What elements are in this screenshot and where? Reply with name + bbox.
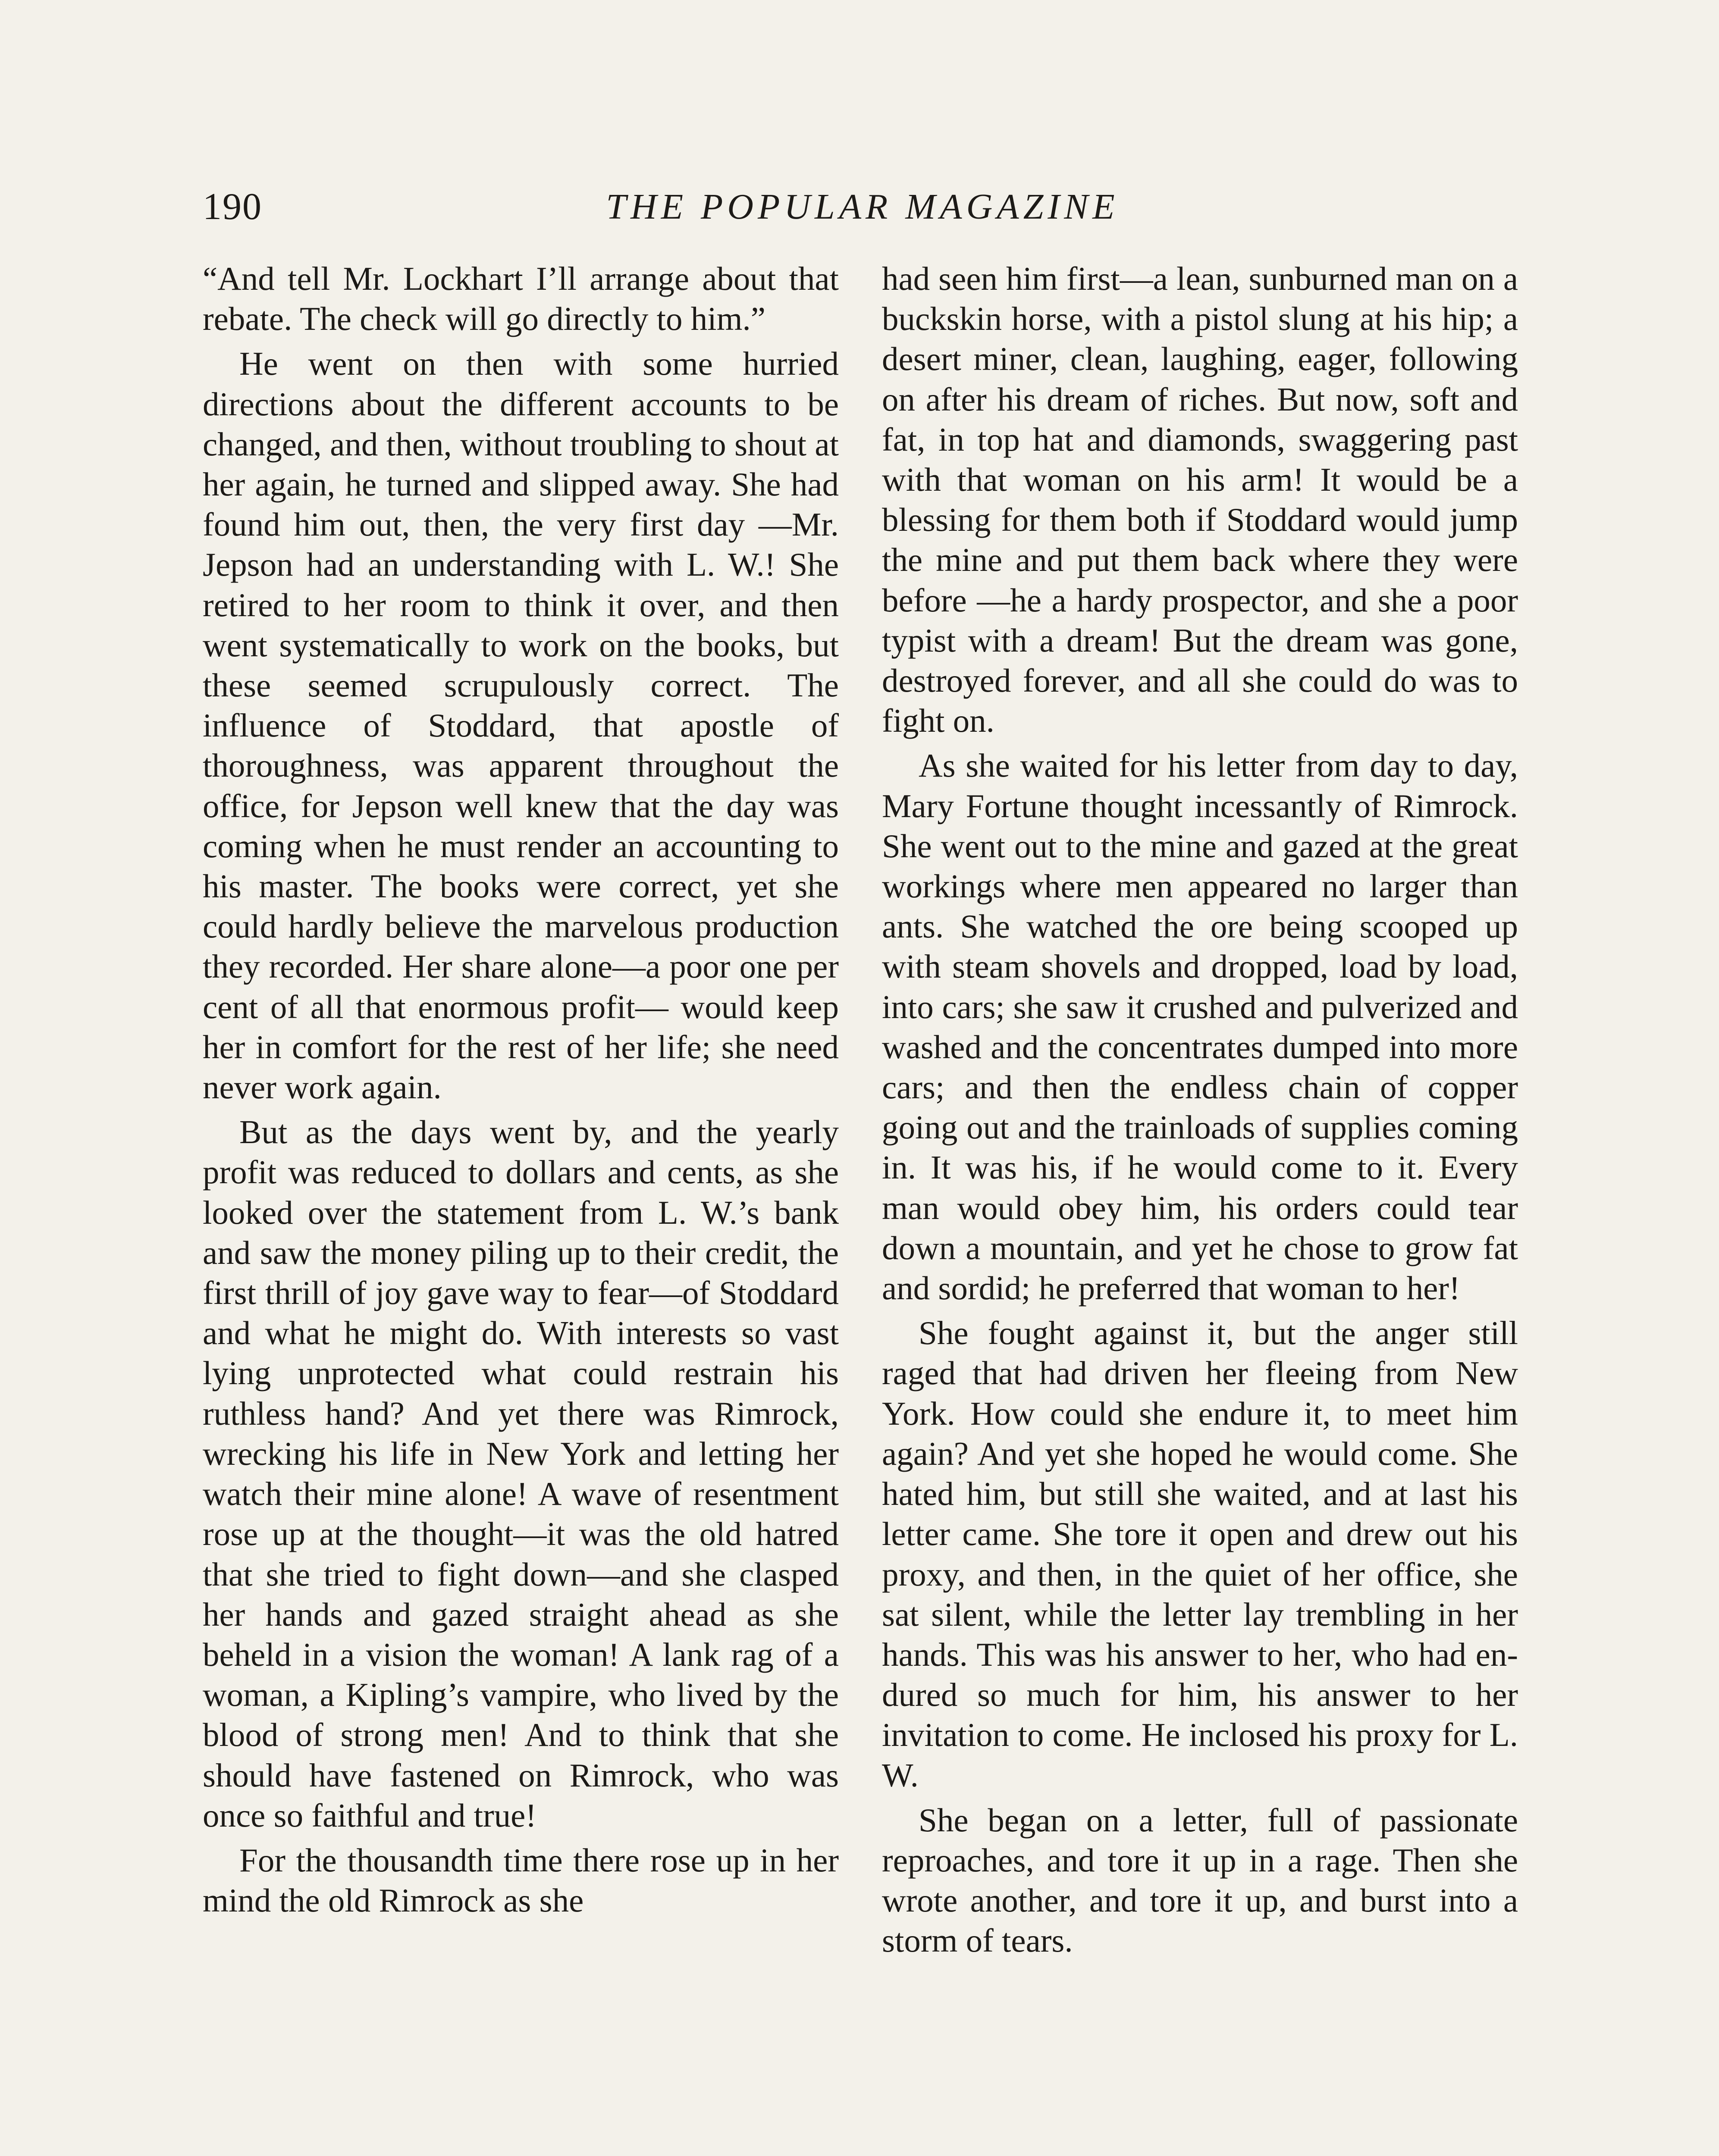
page-header — [203, 181, 1522, 233]
page-number: 190 — [203, 186, 262, 228]
right-column — [882, 259, 1518, 1966]
left-column — [203, 259, 839, 1925]
paragraph: As she waited for his letter from day to day, Mary Fortune thought incessantly of Rimrock. She went out to the mine and gazed at the great workings where men appeared no larger than ants. She watched the ore being scooped up with steam shovels and dropped, load by load, into cars; she saw it crushed and pulverized and washed and the concentrates dumped into more cars; and then the endless chain of copper going out and the trainloads of supplies coming in. It was his, if he would come to it. Every man would obey him, his orders could tear down a mountain, and yet he chose to grow fat and sordid; he preferred that woman to her! — [882, 747, 1518, 1307]
paragraph: had seen him first—a lean, sunburned man on a buckskin horse, with a pistol slung at his hip; a desert miner, clean, laughing, eager, following on after his dream of riches. But now, soft and fat, in top hat and diamonds, swaggering past with that woman on his arm! It would be a blessing for them both if Stoddard would jump the mine and put them back where they were before —he a hardy prospector, and she a poor typist with a dream! But the dream was gone, destroyed forever, and all she could do was to fight on. — [882, 260, 1518, 740]
paragraph: For the thousandth time there rose up in her mind the old Rimrock as she — [203, 1841, 839, 1919]
paragraph: She fought against it, but the anger still raged that had driven her fleeing from New York. How could she endure it, to meet him again? And yet she hoped he would come. She hated him, but still she waited, and at last his letter came. She tore it open and drew out his proxy, and then, in the quiet of her office, she sat silent, while the letter lay trembling in her hands. This was his answer to her, who had endured so much for him, his answer to her invitation to come. He inclosed his proxy for L. W. — [882, 1314, 1518, 1794]
paragraph: He went on then with some hurried directions about the different accounts to be changed, and then, without troubling to shout at her again, he turned and slipped away. She had found him out, then, the very first day —Mr. Jepson had an understanding with L. W.! She retired to her room to think it over, and then went systematically to work on the books, but these seemed scrupulously correct. The influence of Stoddard, that apostle of thoroughness, was apparent throughout the office, for Jepson well knew that the day was coming when he must render an accounting to his master. The books were correct, yet she could hardly believe the marvelous production they recorded. Her share alone—a poor one per cent of all that enormous profit— would keep her in comfort for the rest of her life; she need never work again. — [203, 345, 839, 1106]
paragraph: “And tell Mr. Lockhart I’ll arrange about that rebate. The check will go directly to him.” — [203, 260, 839, 338]
running-title: THE POPULAR MAGAZINE — [606, 187, 1119, 227]
paragraph: But as the days went by, and the yearly profit was reduced to dollars and cents, as she looked over the statement from L. W.’s bank and saw the money piling up to their credit, the first thrill of joy gave way to fear—of Stoddard and what he might do. With interests so vast lying unprotected what could restrain his ruthless hand? And yet there was Rimrock, wrecking his life in New York and letting her watch their mine alone! A wave of resentment rose up at the thought—it was the old hatred that she tried to fight down—and she clasped her hands and gazed straight ahead as she beheld in a vision the woman! A lank rag of a woman, a Kipling’s vampire, who lived by the blood of strong men! And to think that she should have fastened on Rimrock, who was once so faithful and true! — [203, 1113, 839, 1834]
paragraph: She began on a letter, full of passionate reproaches, and tore it up in a rage. Then she wrote another, and tore it up, and burst into a storm of tears. — [882, 1801, 1518, 1959]
